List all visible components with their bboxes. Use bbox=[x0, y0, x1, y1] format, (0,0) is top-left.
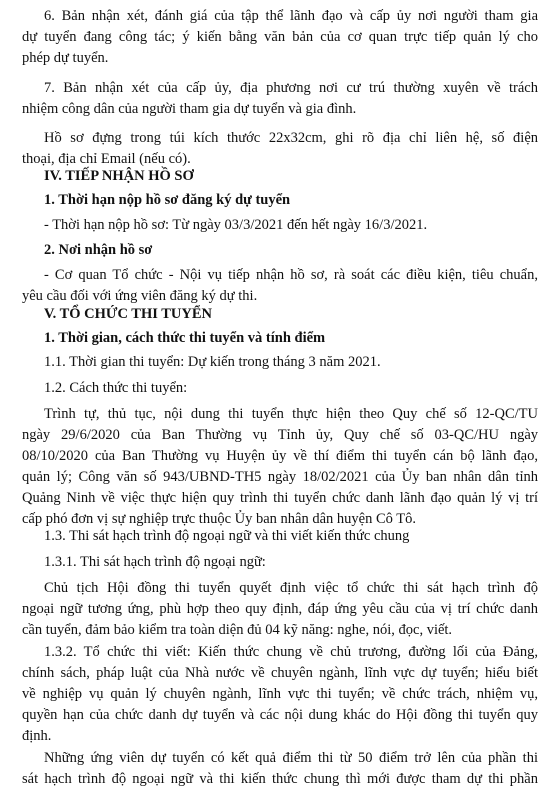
text-line: sát hạch trình độ ngoại ngữ và thi kiến thức chung thì mới được tham dự thi phần bbox=[22, 771, 538, 787]
heading-text: 2. Nơi nhận hồ sơ bbox=[44, 242, 153, 258]
procedure-paragraph bbox=[22, 404, 538, 530]
deadline-paragraph bbox=[22, 215, 538, 236]
text-line: quản lý; Công văn số 943/UBND-TH5 ngày 18/02/2021 của Ủy ban nhân dân tỉnh bbox=[22, 469, 538, 485]
text-line: Những ứng viên dự tuyển có kết quả điểm thi từ 50 điểm trở lên của phần thi bbox=[44, 750, 538, 766]
section-iv-heading bbox=[22, 166, 538, 187]
item-1-2-paragraph bbox=[22, 378, 538, 399]
heading-text: 1. Thời gian, cách thức thi tuyển và tính điểm bbox=[44, 330, 326, 346]
item-1-1-paragraph bbox=[22, 352, 538, 373]
text-line: 7. Bản nhận xét của cấp ủy, địa phương nơi cư trú thường xuyên về trách bbox=[44, 80, 538, 96]
text-line: yêu cầu đối với ứng viên đăng ký dự thi. bbox=[22, 288, 258, 304]
text-line: 1.3. Thi sát hạch trình độ ngoại ngữ và thi viết kiến thức chung bbox=[44, 528, 410, 544]
text-line: dự tuyển đang công tác; ý kiến bằng văn bản của cơ quan trực tiếp quản lý cho bbox=[22, 29, 538, 45]
text-line: ngoại ngữ tương ứng, phù hợp theo quy định, đáp ứng yêu cầu của vị trí chức danh bbox=[22, 601, 538, 617]
subheading-receiving-place bbox=[22, 240, 538, 261]
text-line: - Cơ quan Tổ chức - Nội vụ tiếp nhận hồ sơ, rà soát các điều kiện, tiêu chuẩn, bbox=[44, 267, 538, 283]
heading-text: V. TỔ CHỨC THI TUYỂN bbox=[44, 306, 213, 322]
text-line: Hồ sơ đựng trong túi kích thước 22x32cm, ghi rõ địa chỉ liên hệ, số điện bbox=[44, 130, 538, 146]
item-7-paragraph bbox=[22, 78, 538, 120]
text-line: 1.2. Cách thức thi tuyển: bbox=[44, 380, 188, 396]
text-line: Quảng Ninh về việc thực hiện quy trình thi tuyển chức danh lãnh đạo quản lý vị trí bbox=[22, 490, 538, 506]
language-test-paragraph bbox=[22, 578, 538, 641]
text-line: Trình tự, thủ tục, nội dung thi tuyển thực hiện theo Quy chế số 12-QC/TU bbox=[44, 406, 538, 422]
text-line: 1.3.1. Thi sát hạch trình độ ngoại ngữ: bbox=[44, 554, 266, 570]
text-line: định. bbox=[22, 728, 52, 744]
item-1-3-1-paragraph bbox=[22, 552, 538, 573]
text-line: nhiệm công dân của người tham gia dự tuyển và gia đình. bbox=[22, 101, 357, 117]
text-line: cấp phó đơn vị sự nghiệp trực thuộc Ủy ban nhân dân huyện Cô Tô. bbox=[22, 511, 417, 527]
item-1-3-2-paragraph bbox=[22, 642, 538, 747]
text-line: - Thời hạn nộp hồ sơ: Từ ngày 03/3/2021 đến hết ngày 16/3/2021. bbox=[44, 217, 428, 233]
text-line: 1.3.2. Tổ chức thi viết: Kiến thức chung về chủ trương, đường lối của Đảng, bbox=[44, 644, 538, 660]
text-line: 1.1. Thời gian thi tuyển: Dự kiến trong tháng 3 năm 2021. bbox=[44, 354, 381, 370]
text-line: phép dự tuyển. bbox=[22, 50, 109, 66]
text-line: 6. Bản nhận xét, đánh giá của tập thể lãnh đạo và cấp ủy nơi người tham gia bbox=[44, 8, 538, 24]
item-1-3-paragraph bbox=[22, 526, 538, 547]
text-line: quyền hạn của chức danh dự tuyển và các nội dung khác do Hội đồng thi tuyển quy bbox=[22, 707, 538, 723]
section-v-heading bbox=[22, 304, 538, 325]
text-line: về nghiệp vụ quản lý chuyên ngành, lĩnh vực thi tuyển; về chức trách, nhiệm vụ, bbox=[22, 686, 538, 702]
text-line: Chủ tịch Hội đồng thi tuyển quyết định việc tổ chức thi sát hạch trình độ bbox=[44, 580, 538, 596]
text-line: thoại, địa chỉ Email (nếu có). bbox=[22, 151, 191, 167]
heading-text: IV. TIẾP NHẬN HỒ SƠ bbox=[44, 168, 194, 184]
text-line: 08/10/2020 của Ban Thường vụ Huyện ủy về thí điểm thi tuyển cán bộ lãnh đạo, bbox=[22, 448, 538, 464]
text-line: chính sách, pháp luật của Nhà nước về chuyên ngành, lĩnh vực dự tuyển; hiểu biết bbox=[22, 665, 538, 681]
subheading-exam-method bbox=[22, 328, 538, 349]
envelope-note-paragraph bbox=[22, 128, 538, 170]
text-line: ngày 29/6/2020 của Ban Thường vụ Tỉnh ủy, Quy chế số 03-QC/HU ngày bbox=[22, 427, 538, 443]
subheading-deadline bbox=[22, 190, 538, 211]
text-line: cần tuyển, đảm bảo kiểm tra toàn diện đủ 04 kỹ năng: nghe, nói, đọc, viết. bbox=[22, 622, 453, 638]
passing-score-paragraph bbox=[22, 748, 538, 790]
heading-text: 1. Thời hạn nộp hồ sơ đăng ký dự tuyển bbox=[44, 192, 291, 208]
item-6-paragraph bbox=[22, 6, 538, 69]
receiving-place-paragraph bbox=[22, 265, 538, 307]
